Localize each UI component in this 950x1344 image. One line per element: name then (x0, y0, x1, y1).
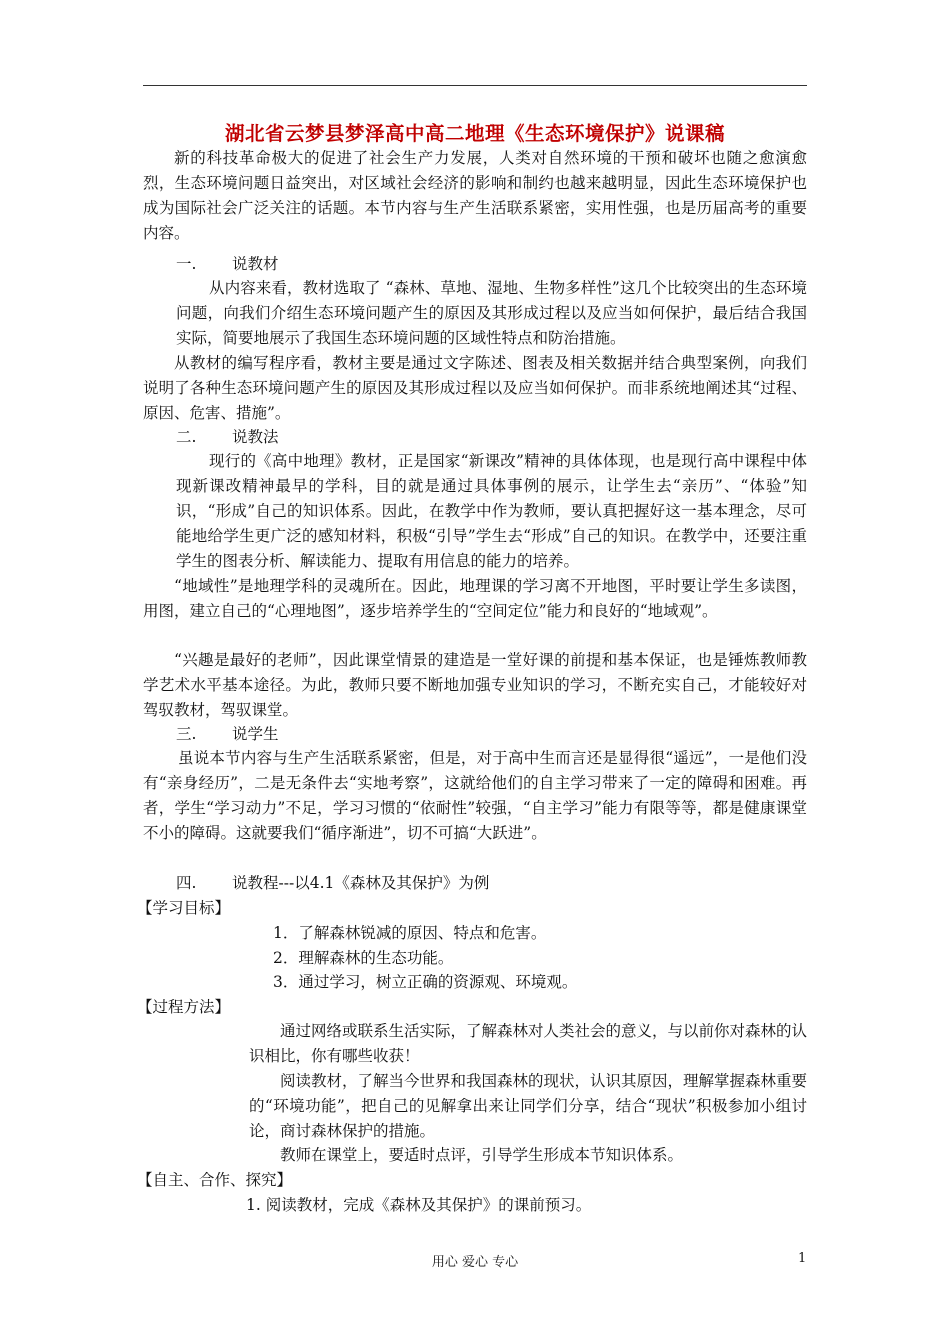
goal-item-1: 1．了解森林锐减的原因、特点和危害。 (273, 924, 547, 942)
document-title: 湖北省云梦县梦泽高中高二地理《生态环境保护》说课稿 (224, 122, 725, 145)
footer-text: 用心 爱心 专心 (431, 1255, 519, 1270)
section-number: 三. (176, 725, 197, 743)
learning-goals-label: 【学习目标】 (137, 899, 231, 917)
section-1-paragraph-2: 从教材的编写程序看，教材主要是通过文字陈述、图表及相关数据并结合典型案例，向我们说明了各种生态环境问题产生的原因及其形成过程以及应当如何保护。而非系统地阐述其“过程、原因、危害、措施”。 (143, 354, 807, 422)
section-3-heading (176, 722, 279, 747)
section-label: 说教法 (232, 428, 279, 446)
section-label: 说教程---以4.1《森林及其保护》为例 (232, 874, 490, 892)
process-method-label: 【过程方法】 (137, 998, 231, 1016)
section-1-heading (176, 252, 279, 277)
explore-item-1: 1. 阅读教材，完成《森林及其保护》的课前预习。 (246, 1196, 592, 1214)
section-2-heading (176, 425, 279, 450)
section-number: 四. (176, 874, 197, 892)
section-2-paragraph-2: “地域性”是地理学科的灵魂所在。因此，地理课的学习离不开地图，平时要让学生多读图，用图，建立自己的“心理地图”，逐步培养学生的“空间定位”能力和良好的“地域观”。 (143, 577, 807, 620)
goal-item-3: 3．通过学习，树立正确的资源观、环境观。 (273, 973, 578, 991)
section-3-paragraph: 虽说本节内容与生产生活联系紧密，但是，对于高中生而言还是显得很“遥远”，一是他们没有“亲身经历”，二是无条件去“实地考察”，这就给他们的自主学习带来了一定的障碍和困难。再者，学生“学习动力”不足，学习习惯的“依耐性”较强，“自主学习”能力有限等等，都是健康课堂不小的障碍。这就要我们“循序渐进”，切不可搞“大跃进”。 (143, 749, 807, 842)
explore-label: 【自主、合作、探究】 (137, 1171, 293, 1189)
process-paragraph-3: 教师在课堂上，要适时点评，引导学生形成本节知识体系。 (280, 1146, 684, 1164)
section-label: 说学生 (232, 725, 279, 743)
header-rule (143, 85, 807, 86)
section-label: 说教材 (232, 255, 279, 273)
page-number: 1 (798, 1251, 807, 1266)
section-4-heading (176, 871, 489, 896)
intro-paragraph: 新的科技革命极大的促进了社会生产力发展，人类对自然环境的干预和破坏也随之愈演愈烈，生态环境问题日益突出，对区域社会经济的影响和制约也越来越明显，因此生态环境保护也成为国际社会广泛关注的话题。本节内容与生产生活联系紧密，实用性强，也是历届高考的重要内容。 (143, 149, 807, 242)
section-1-paragraph-1: 从内容来看，教材选取了 “森林、草地、湿地、生物多样性”这几个比较突出的生态环境问题，向我们介绍生态环境问题产生的原因及其形成过程以及应当如何保护，最后结合我国实际，简要地展示了我国生态环境问题的区域性特点和防治措施。 (176, 279, 807, 347)
section-number: 一. (176, 255, 197, 273)
process-paragraph-1: 通过网络或联系生活实际，了解森林对人类社会的意义，与以前你对森林的认识相比，你有哪些收获！ (249, 1022, 808, 1065)
section-2-paragraph-3: “兴趣是最好的老师”，因此课堂情景的建造是一堂好课的前提和基本保证，也是锤炼教师教学艺术水平基本途径。为此，教师只要不断地加强专业知识的学习，不断充实自己，才能较好对驾驭教材，驾驭课堂。 (143, 651, 807, 719)
section-number: 二. (176, 428, 197, 446)
goal-item-2: 2．理解森林的生态功能。 (273, 949, 454, 967)
section-2-paragraph-1: 现行的《高中地理》教材，正是国家“新课改”精神的具体体现，也是现行高中课程中体现新课改精神最早的学科，目的就是通过具体事例的展示，让学生去“亲历”、“体验”知识，“形成”自己的知识体系。因此，在教学中作为教师，要认真把握好这一基本理念，尽可能地给学生更广泛的感知材料，积极“引导”学生去“形成”自己的知识。在教学中，还要注重学生的图表分析、解读能力、提取有用信息的能力的培养。 (176, 452, 807, 570)
process-paragraph-2: 阅读教材，了解当今世界和我国森林的现状，认识其原因，理解掌握森林重要的“环境功能”，把自己的见解拿出来让同学们分享，结合“现状”积极参加小组讨论，商讨森林保护的措施。 (249, 1072, 808, 1140)
